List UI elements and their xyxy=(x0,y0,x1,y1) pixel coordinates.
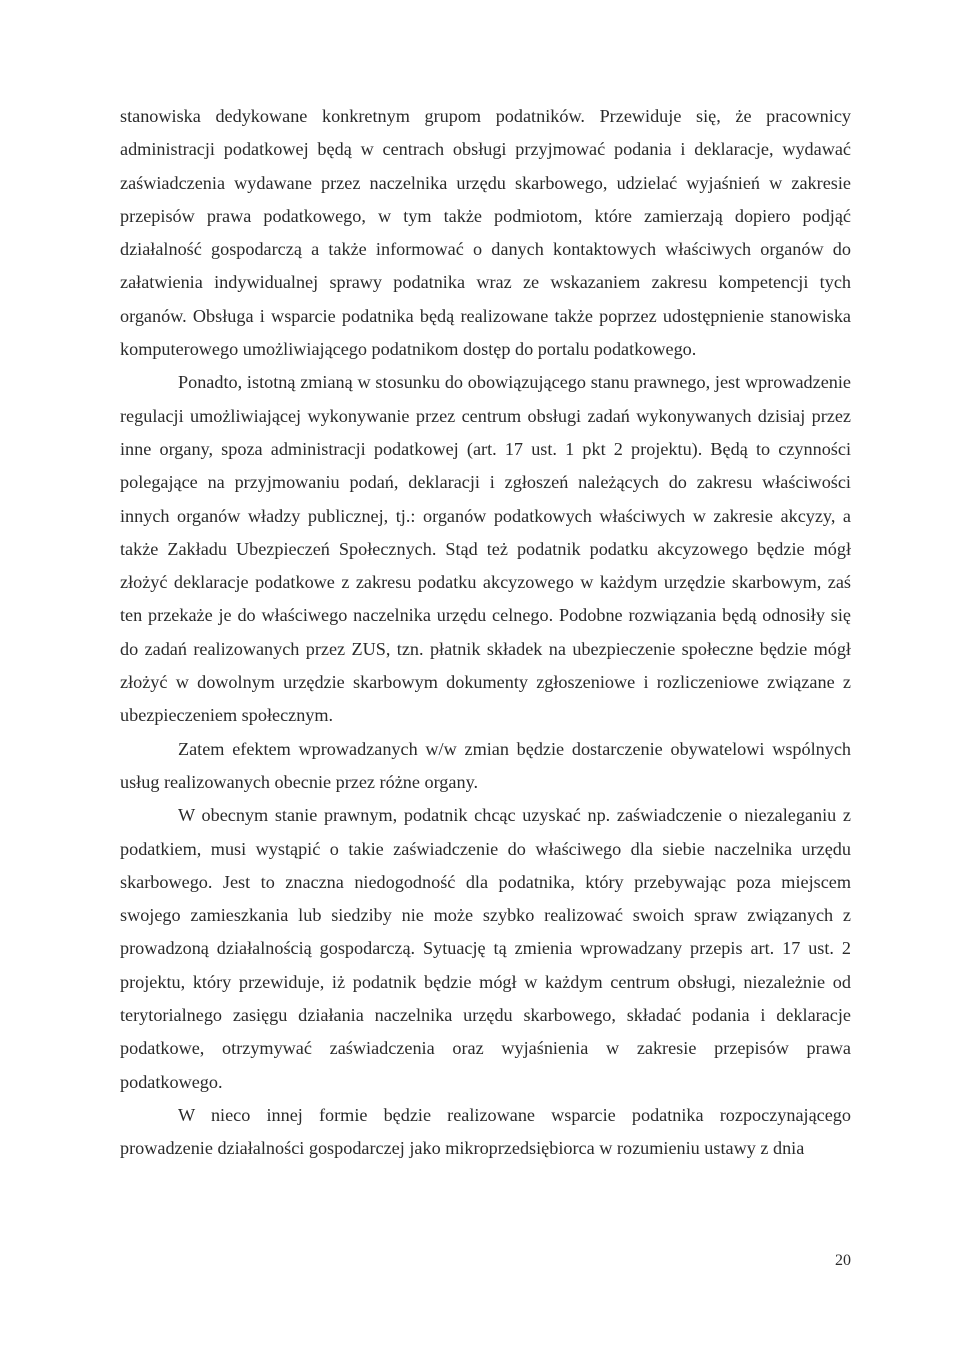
paragraph-4: W obecnym stanie prawnym, podatnik chcąc uzyskać np. zaświadczenie o niezaleganiu z podatkiem, musi wystąpić o takie zaświadczenie do właściwego dla siebie naczelnika urzędu skarbowego. Jest to znaczna niedogodność dla podatnika, który przebywając poza miejscem swojego zamieszkania lub siedziby nie może szybko realizować swoich spraw związanych z prowadzoną działalnością gospodarczą. Sytuację tą zmienia wprowadzany przepis art. 17 ust. 2 projektu, który przewiduje, iż podatnik będzie mógł w każdym centrum obsługi, niezależnie od terytorialnego zasięgu działania naczelnika urzędu skarbowego, składać podania i deklaracje podatkowe, otrzymywać zaświadczenia oraz wyjaśnienia w zakresie przepisów prawa podatkowego. xyxy=(120,805,851,1092)
document-body xyxy=(120,100,851,1166)
paragraph-1: stanowiska dedykowane konkretnym grupom podatników. Przewiduje się, że pracownicy administracji podatkowej będą w centrach obsługi przyjmować podania i deklaracje, wydawać zaświadczenia wydawane przez naczelnika urzędu skarbowego, udzielać wyjaśnień w zakresie przepisów prawa podatkowego, w tym także podmiotom, które zamierzają dopiero podjąć działalność gospodarczą a także informować o danych kontaktowych właściwych organów do załatwienia indywidualnej sprawy podatnika wraz ze wskazaniem zakresu kompetencji tych organów. Obsługa i wsparcie podatnika będą realizowane także poprzez udostępnienie stanowiska komputerowego umożliwiającego podatnikom dostęp do portalu podatkowego. xyxy=(120,106,851,360)
paragraph-3: Zatem efektem wprowadzanych w/w zmian będzie dostarczenie obywatelowi wspólnych usług realizowanych obecnie przez różne organy. xyxy=(120,738,851,792)
paragraph-5: W nieco innej formie będzie realizowane wsparcie podatnika rozpoczynającego prowadzenie działalności gospodarczej jako mikroprzedsiębiorca w rozumieniu ustawy z dnia xyxy=(120,1104,851,1159)
page-number: 20 xyxy=(835,1252,851,1269)
paragraph-2: Ponadto, istotną zmianą w stosunku do obowiązującego stanu prawnego, jest wprowadzenie regulacji umożliwiającej wykonywanie przez centrum obsługi zadań wykonywanych dzisiaj przez inne organy, spoza administracji podatkowej (art. 17 ust. 1 pkt 2 projektu). Będą to czynności polegające na przyjmowaniu podań, deklaracji i zgłoszeń należących do zakresu właściwości innych organów władzy publicznej, tj.: organów podatkowych właściwych w zakresie akcyzy, a także Zakładu Ubezpieczeń Społecznych. Stąd też podatnik podatku akcyzowego będzie mógł złożyć deklaracje podatkowe z zakresu podatku akcyzowego w każdym urzędzie skarbowym, zaś ten przekaże je do właściwego naczelnika urzędu celnego. Podobne rozwiązania będą odnosiły się do zadań realizowanych przez ZUS, tzn. płatnik składek na ubezpieczenie społeczne będzie mógł złożyć w dowolnym urzędzie skarbowym dokumenty zgłoszeniowe i rozliczeniowe związane z ubezpieczeniem społecznym. xyxy=(120,372,851,726)
